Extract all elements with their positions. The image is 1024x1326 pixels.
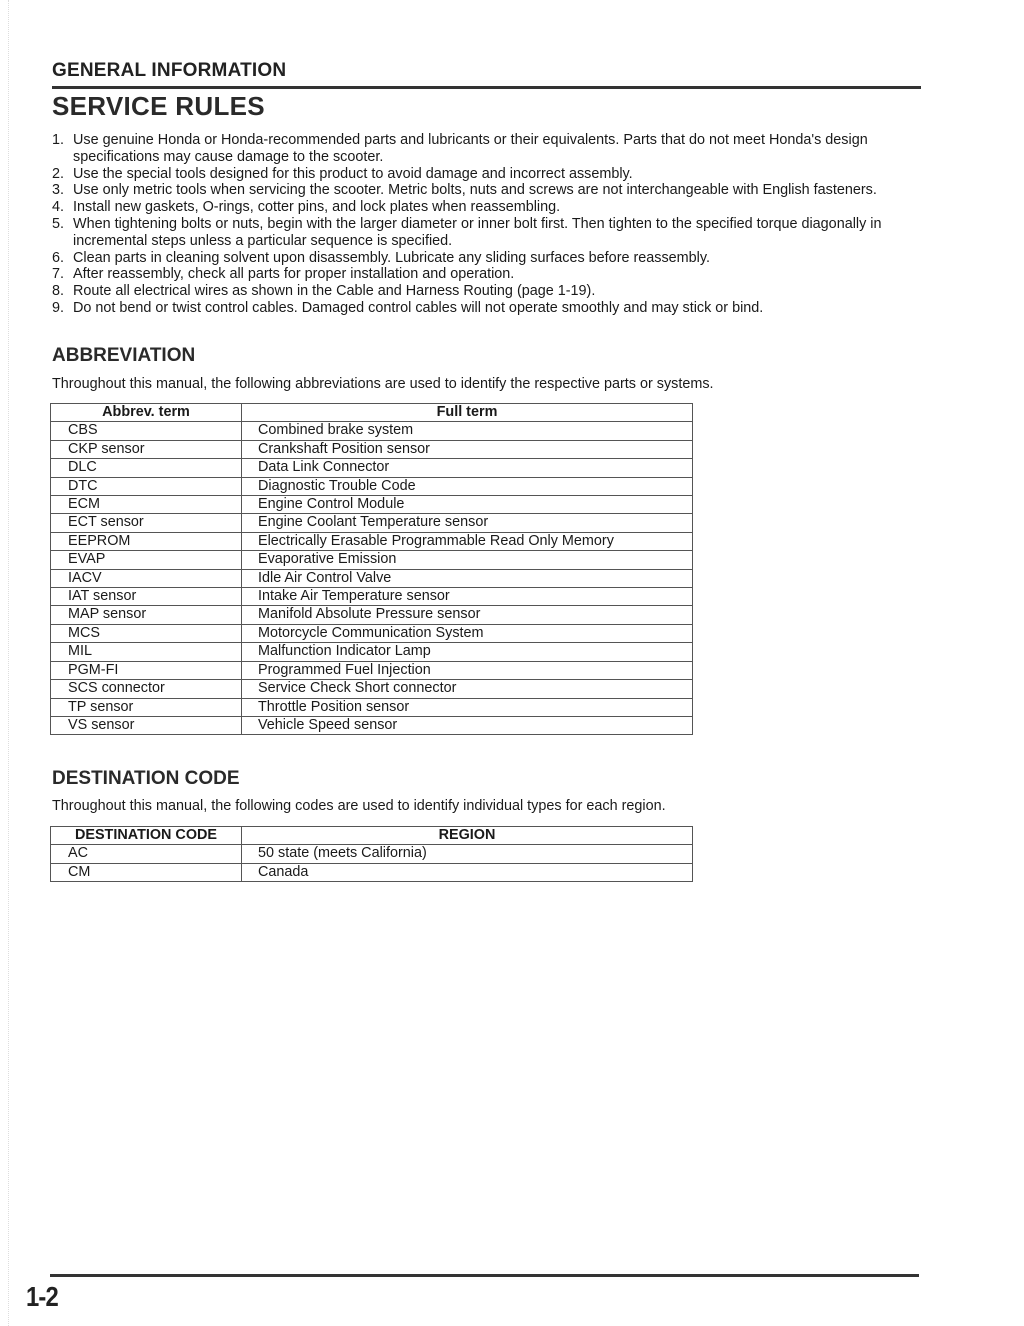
destination-intro: Throughout this manual, the following codes are used to identify individual types for each region. <box>52 798 666 814</box>
table-row <box>51 569 693 587</box>
table-row <box>51 477 693 495</box>
abbrev-cell: MIL <box>51 643 242 661</box>
full-term-cell: Malfunction Indicator Lamp <box>242 643 693 661</box>
header-rule <box>52 86 921 89</box>
abbrev-cell: CKP sensor <box>51 440 242 458</box>
region-cell: Canada <box>242 863 693 881</box>
footer-rule <box>50 1274 919 1277</box>
rule-item <box>52 199 932 216</box>
rule-text: Use genuine Honda or Honda-recommended parts and lubricants or their equivalents. Parts that do not meet Honda's design specifications may cause damage to the scooter. <box>73 132 868 165</box>
rule-item <box>52 166 932 183</box>
abbrev-cell: CBS <box>51 422 242 440</box>
abbrev-cell: ECM <box>51 496 242 514</box>
abbrev-cell: ECT sensor <box>51 514 242 532</box>
full-term-cell: Programmed Fuel Injection <box>242 661 693 679</box>
rule-item <box>52 266 932 283</box>
full-term-cell: Idle Air Control Valve <box>242 569 693 587</box>
full-term-cell: Combined brake system <box>242 422 693 440</box>
full-term-cell: Crankshaft Position sensor <box>242 440 693 458</box>
table-row <box>51 863 693 881</box>
full-term-cell: Electrically Erasable Programmable Read Only Memory <box>242 532 693 550</box>
column-header-region: REGION <box>242 827 693 845</box>
page-title: SERVICE RULES <box>52 91 265 121</box>
rule-number: 7. <box>52 266 65 283</box>
rule-text: Use the special tools designed for this product to avoid damage and incorrect assembly. <box>73 165 633 182</box>
table-row <box>51 716 693 734</box>
scan-margin-artifact <box>8 0 39 1326</box>
abbreviation-table <box>50 403 693 735</box>
full-term-cell: Engine Control Module <box>242 496 693 514</box>
rule-number: 4. <box>52 199 65 216</box>
rule-item <box>52 182 932 199</box>
rule-text: After reassembly, check all parts for proper installation and operation. <box>73 266 515 283</box>
rule-number: 9. <box>52 299 65 316</box>
full-term-cell: Motorcycle Communication System <box>242 624 693 642</box>
column-header-full: Full term <box>242 404 693 422</box>
full-term-cell: Evaporative Emission <box>242 551 693 569</box>
abbrev-cell: MCS <box>51 624 242 642</box>
abbrev-cell: DTC <box>51 477 242 495</box>
page-number: 1-2 <box>26 1281 58 1312</box>
rule-text: Do not bend or twist control cables. Damaged control cables will not operate smoothly and may stick or bind. <box>73 299 764 316</box>
table-row <box>51 459 693 477</box>
abbreviation-heading: ABBREVIATION <box>52 345 196 366</box>
full-term-cell: Throttle Position sensor <box>242 698 693 716</box>
abbrev-cell: PGM-FI <box>51 661 242 679</box>
abbrev-cell: EEPROM <box>51 532 242 550</box>
column-header-abbrev: Abbrev. term <box>51 404 242 422</box>
full-term-cell: Vehicle Speed sensor <box>242 716 693 734</box>
abbrev-cell: VS sensor <box>51 716 242 734</box>
abbrev-cell: IAT sensor <box>51 588 242 606</box>
abbrev-cell: EVAP <box>51 551 242 569</box>
region-cell: 50 state (meets California) <box>242 845 693 863</box>
column-header-destination-code: DESTINATION CODE <box>51 827 242 845</box>
rule-number: 5. <box>52 215 65 232</box>
rule-number: 8. <box>52 283 65 300</box>
table-row <box>51 624 693 642</box>
rule-item <box>52 250 932 267</box>
rule-text: Install new gaskets, O-rings, cotter pins, and lock plates when reassembling. <box>73 199 561 216</box>
destination-code-cell: AC <box>51 845 242 863</box>
table-row <box>51 680 693 698</box>
full-term-cell: Intake Air Temperature sensor <box>242 588 693 606</box>
table-row <box>51 514 693 532</box>
rule-text: Clean parts in cleaning solvent upon disassembly. Lubricate any sliding surfaces before reassembly. <box>73 249 710 266</box>
table-row <box>51 643 693 661</box>
abbrev-cell: MAP sensor <box>51 606 242 624</box>
rule-item <box>52 132 932 166</box>
full-term-cell: Diagnostic Trouble Code <box>242 477 693 495</box>
service-rules-list <box>52 132 932 317</box>
table-row <box>51 532 693 550</box>
full-term-cell: Engine Coolant Temperature sensor <box>242 514 693 532</box>
table-row <box>51 661 693 679</box>
rule-item <box>52 216 932 250</box>
rule-number: 2. <box>52 165 65 182</box>
table-header-row <box>51 827 693 845</box>
rule-text: Route all electrical wires as shown in the Cable and Harness Routing (page 1-19). <box>73 283 596 300</box>
destination-table <box>50 826 693 882</box>
rule-text: Use only metric tools when servicing the scooter. Metric bolts, nuts and screws are not interchangeable with English fasteners. <box>73 182 877 199</box>
table-row <box>51 845 693 863</box>
rule-number: 6. <box>52 249 65 266</box>
abbrev-cell: IACV <box>51 569 242 587</box>
table-row <box>51 496 693 514</box>
abbrev-cell: DLC <box>51 459 242 477</box>
table-row <box>51 698 693 716</box>
full-term-cell: Manifold Absolute Pressure sensor <box>242 606 693 624</box>
full-term-cell: Service Check Short connector <box>242 680 693 698</box>
section-header: GENERAL INFORMATION <box>52 60 287 81</box>
rule-item <box>52 283 932 300</box>
abbrev-cell: TP sensor <box>51 698 242 716</box>
table-row <box>51 440 693 458</box>
table-row <box>51 606 693 624</box>
abbreviation-intro: Throughout this manual, the following abbreviations are used to identify the respective parts or systems. <box>52 376 714 392</box>
rule-number: 3. <box>52 182 65 199</box>
table-row <box>51 551 693 569</box>
destination-code-cell: CM <box>51 863 242 881</box>
table-header-row <box>51 404 693 422</box>
rule-item <box>52 300 932 317</box>
full-term-cell: Data Link Connector <box>242 459 693 477</box>
destination-heading: DESTINATION CODE <box>52 768 240 789</box>
abbrev-cell: SCS connector <box>51 680 242 698</box>
table-row <box>51 422 693 440</box>
rule-text: When tightening bolts or nuts, begin with the larger diameter or inner bolt first. Then tighten to the specified torque diagonally in incremental steps unless a particular sequence is specified. <box>73 215 882 249</box>
table-row <box>51 588 693 606</box>
rule-number: 1. <box>52 132 65 148</box>
